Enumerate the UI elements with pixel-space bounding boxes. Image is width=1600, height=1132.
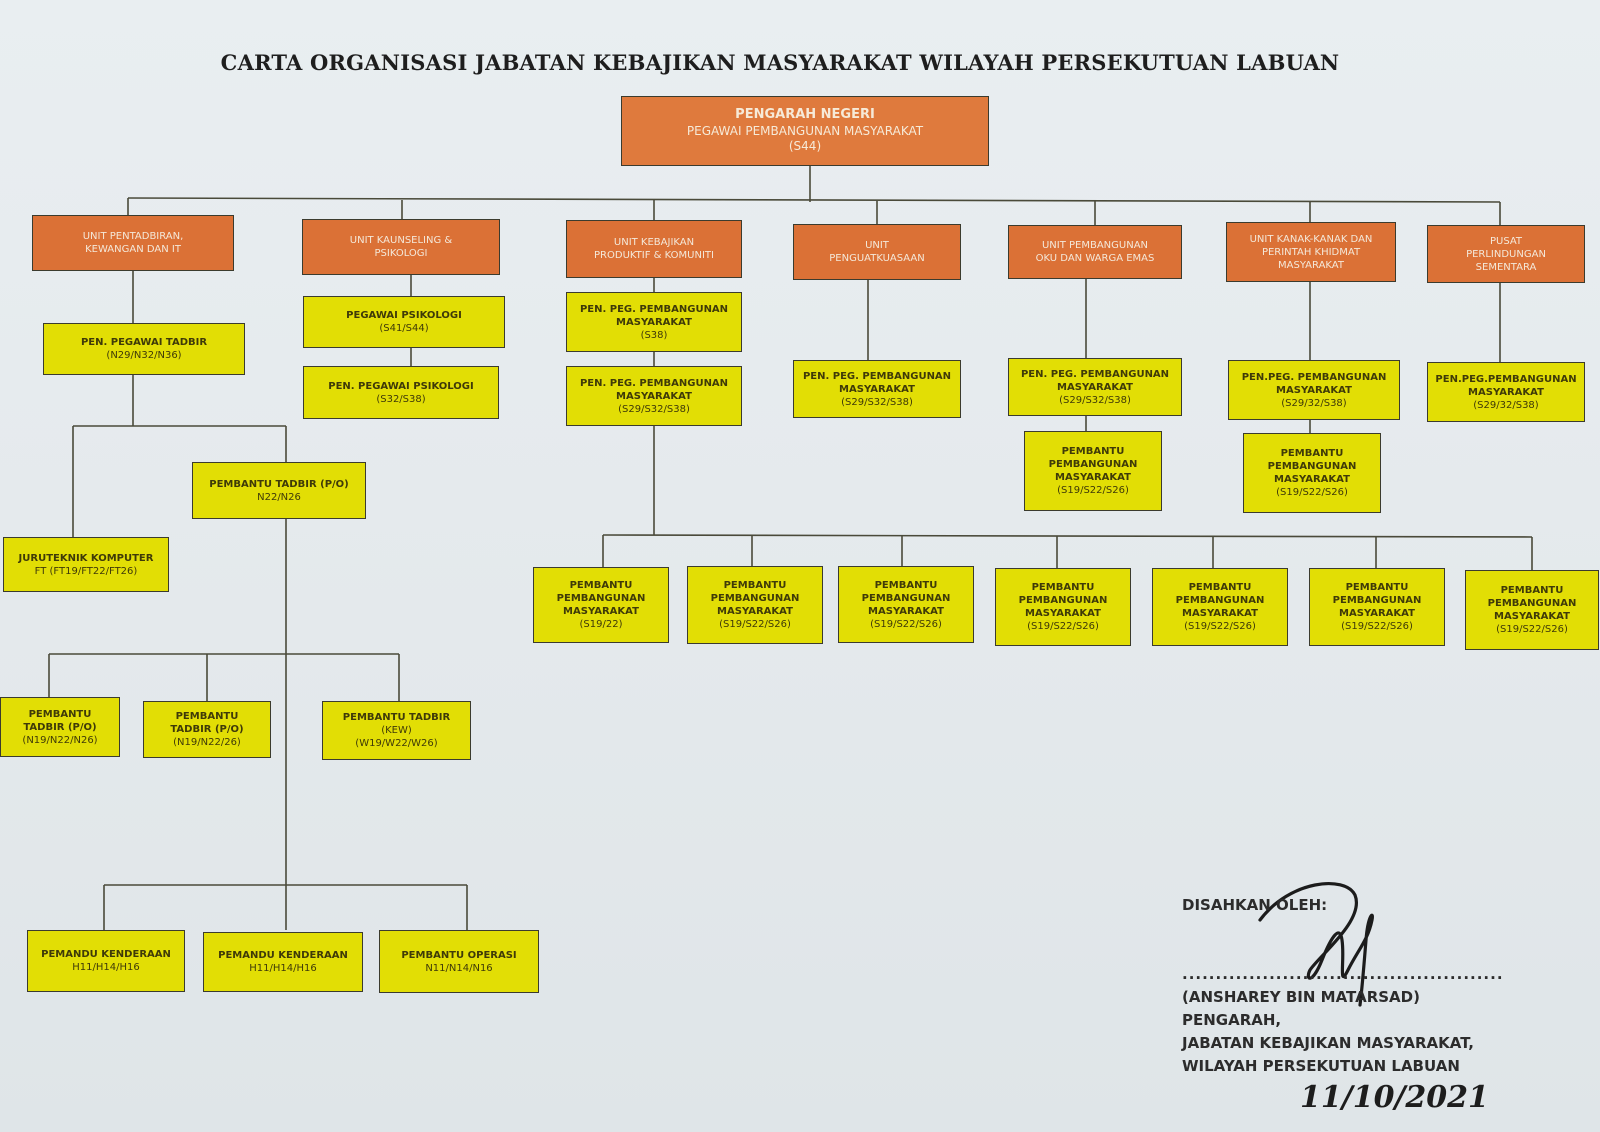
director-box-line-3: (S44) <box>788 139 822 154</box>
post-box-23-line-3: MASYARAKAT <box>1025 608 1101 619</box>
post-box-18-line-3: MASYARAKAT <box>1274 474 1350 485</box>
post-box-26-line-3: MASYARAKAT <box>1494 611 1570 622</box>
post-box-20 <box>533 567 669 643</box>
post-box-2-line-2: N22/N26 <box>257 491 301 503</box>
post-box-20-line-4: (S19/22) <box>579 619 623 630</box>
director-box <box>621 96 989 166</box>
post-box-7-line-2: H11/H14/H16 <box>72 962 140 973</box>
signature-date: 11/10/2021 <box>1300 1080 1489 1115</box>
post-box-1-line-2: (N29/N32/N36) <box>106 350 182 361</box>
post-box-5-line-3: (N19/N22/26) <box>173 737 241 748</box>
post-box-12-line-1: PEN. PEG. PEMBANGUNAN <box>579 303 729 315</box>
post-box-11-line-1: PEN. PEGAWAI PSIKOLOGI <box>328 380 474 392</box>
unit-box-7-line-1: PUSAT <box>1489 235 1523 247</box>
post-box-5 <box>143 701 271 758</box>
post-box-23-line-1: PEMBANTU <box>1031 582 1095 593</box>
post-box-18-line-1: PEMBANTU <box>1280 448 1344 459</box>
post-box-22 <box>838 566 974 643</box>
post-box-11 <box>303 366 499 419</box>
unit-box-2-line-2: PSIKOLOGI <box>374 248 428 259</box>
post-box-14-line-2: MASYARAKAT <box>839 383 915 395</box>
post-box-4-line-2: TADBIR (P/O) <box>23 721 97 733</box>
post-box-16-line-2: PEMBANGUNAN <box>1048 459 1138 470</box>
unit-box-5-line-1: UNIT PEMBANGUNAN <box>1041 240 1149 251</box>
post-box-5-line-2: TADBIR (P/O) <box>170 724 244 735</box>
post-box-22-line-1: PEMBANTU <box>874 579 938 591</box>
post-box-11-line-2: (S32/S38) <box>376 393 426 405</box>
post-box-16-line-3: MASYARAKAT <box>1055 472 1131 483</box>
post-box-21-line-3: MASYARAKAT <box>717 606 793 617</box>
post-box-5-line-1: PEMBANTU <box>175 711 239 722</box>
post-box-17 <box>1228 360 1400 420</box>
post-box-1 <box>43 323 245 375</box>
post-box-24-line-3: MASYARAKAT <box>1182 608 1258 619</box>
unit-box-7-line-3: SEMENTARA <box>1475 261 1537 273</box>
unit-box-4-line-2: PENGUATKUASAAN <box>829 253 925 264</box>
post-box-25-line-4: (S19/S22/S26) <box>1341 621 1413 632</box>
post-box-4-line-1: PEMBANTU <box>28 708 92 720</box>
post-box-26 <box>1465 570 1599 650</box>
post-box-19-line-3: (S29/32/S38) <box>1473 399 1539 411</box>
unit-box-6-line-3: MASYARAKAT <box>1278 259 1344 271</box>
post-box-10-line-2: (S41/S44) <box>379 323 429 334</box>
post-box-18 <box>1243 433 1381 513</box>
unit-box-6-line-1: UNIT KANAK-KANAK DAN <box>1249 233 1373 245</box>
post-box-26-line-4: (S19/S22/S26) <box>1496 624 1568 635</box>
post-box-24-line-2: PEMBANGUNAN <box>1175 595 1265 606</box>
unit-box-1 <box>32 215 234 271</box>
signatory-department: JABATAN KEBAJIKAN MASYARAKAT, <box>1182 1034 1474 1052</box>
signature-dots: ................................................ <box>1182 965 1504 983</box>
post-box-6 <box>322 701 471 760</box>
post-box-18-line-2: PEMBANGUNAN <box>1267 461 1357 472</box>
post-box-20-line-2: PEMBANGUNAN <box>556 593 646 604</box>
unit-box-1-line-1: UNIT PENTADBIRAN, <box>82 231 184 242</box>
unit-box-3-line-1: UNIT KEBAJIKAN <box>613 237 695 248</box>
post-box-16-line-1: PEMBANTU <box>1061 446 1125 457</box>
unit-box-5-line-2: OKU DAN WARGA EMAS <box>1035 253 1155 264</box>
post-box-22-line-2: PEMBANGUNAN <box>861 592 951 604</box>
post-box-23-line-2: PEMBANGUNAN <box>1018 595 1108 606</box>
post-box-9 <box>379 930 539 993</box>
connector-line <box>128 198 1500 202</box>
post-box-25 <box>1309 568 1445 646</box>
post-box-8 <box>203 932 363 992</box>
post-box-13-line-3: (S29/S32/S38) <box>618 403 690 415</box>
post-box-14-line-3: (S29/S32/S38) <box>841 396 913 408</box>
connector-line <box>603 535 1532 537</box>
director-box-line-1: PENGARAH NEGERI <box>735 106 875 122</box>
unit-box-2 <box>302 219 500 275</box>
unit-box-6-line-2: PERINTAH KHIDMAT <box>1261 246 1361 258</box>
post-box-19-line-1: PEN.PEG.PEMBANGUNAN <box>1435 373 1577 385</box>
post-box-23 <box>995 568 1131 646</box>
post-box-21-line-2: PEMBANGUNAN <box>710 593 800 604</box>
post-box-9-line-2: N11/N14/N16 <box>425 962 493 974</box>
post-box-25-line-1: PEMBANTU <box>1345 582 1409 593</box>
post-box-14 <box>793 360 961 418</box>
post-box-16-line-4: (S19/S22/S26) <box>1057 485 1129 496</box>
unit-box-7-line-2: PERLINDUNGAN <box>1466 248 1546 260</box>
unit-box-3-line-2: PRODUKTIF & KOMUNITI <box>594 250 714 261</box>
post-box-8-line-2: H11/H14/H16 <box>249 963 317 974</box>
post-box-17-line-1: PEN.PEG. PEMBANGUNAN <box>1241 371 1387 383</box>
post-box-21-line-4: (S19/S22/S26) <box>719 619 791 630</box>
post-box-2 <box>192 462 366 519</box>
post-box-15 <box>1008 358 1182 416</box>
post-box-18-line-4: (S19/S22/S26) <box>1276 487 1348 498</box>
post-box-13-line-2: MASYARAKAT <box>616 390 692 402</box>
unit-box-4-line-1: UNIT <box>865 240 889 251</box>
unit-box-3 <box>566 220 742 278</box>
post-box-26-line-1: PEMBANTU <box>1500 585 1564 596</box>
post-box-3 <box>3 537 169 592</box>
post-box-24 <box>1152 568 1288 646</box>
post-box-6-line-3: (W19/W22/W26) <box>355 738 438 749</box>
post-box-9-line-1: PEMBANTU OPERASI <box>401 949 517 961</box>
unit-box-1-line-2: KEWANGAN DAN IT <box>85 244 181 255</box>
post-box-22-line-3: MASYARAKAT <box>868 605 944 617</box>
post-box-16 <box>1024 431 1162 511</box>
signatory-name: (ANSHAREY BIN MATARSAD) <box>1182 988 1420 1006</box>
post-box-12-line-3: (S38) <box>640 329 668 341</box>
post-box-24-line-1: PEMBANTU <box>1188 582 1252 593</box>
signatory-position: PENGARAH, <box>1182 1011 1282 1029</box>
post-box-1-line-1: PEN. PEGAWAI TADBIR <box>80 337 208 348</box>
post-box-3-line-1: JURUTEKNIK KOMPUTER <box>18 552 154 564</box>
post-box-26-line-2: PEMBANGUNAN <box>1487 598 1577 609</box>
post-box-15-line-2: MASYARAKAT <box>1057 381 1133 393</box>
post-box-25-line-3: MASYARAKAT <box>1339 608 1415 619</box>
post-box-22-line-4: (S19/S22/S26) <box>870 618 942 630</box>
post-box-13 <box>566 366 742 426</box>
post-box-12 <box>566 292 742 352</box>
post-box-10 <box>303 296 505 348</box>
post-box-17-line-3: (S29/32/S38) <box>1281 397 1347 409</box>
post-box-14-line-1: PEN. PEG. PEMBANGUNAN <box>802 370 952 382</box>
unit-box-7 <box>1427 225 1585 283</box>
post-box-19 <box>1427 362 1585 422</box>
post-box-23-line-4: (S19/S22/S26) <box>1027 621 1099 632</box>
post-box-15-line-3: (S29/S32/S38) <box>1059 394 1131 406</box>
post-box-20-line-3: MASYARAKAT <box>563 606 639 617</box>
post-box-3-line-2: FT (FT19/FT22/FT26) <box>34 565 138 577</box>
unit-box-2-line-1: UNIT KAUNSELING & <box>349 235 453 246</box>
post-box-8-line-1: PEMANDU KENDERAAN <box>218 950 348 961</box>
post-box-6-line-2: (KEW) <box>381 725 412 736</box>
post-box-19-line-2: MASYARAKAT <box>1468 386 1544 398</box>
unit-box-6 <box>1226 222 1396 282</box>
director-box-line-2: PEGAWAI PEMBANGUNAN MASYARAKAT <box>686 123 924 138</box>
post-box-13-line-1: PEN. PEG. PEMBANGUNAN <box>579 377 729 389</box>
post-box-2-line-1: PEMBANTU TADBIR (P/O) <box>209 478 349 490</box>
post-box-10-line-1: PEGAWAI PSIKOLOGI <box>346 310 462 321</box>
post-box-20-line-1: PEMBANTU <box>569 580 633 591</box>
signatory-state: WILAYAH PERSEKUTUAN LABUAN <box>1182 1057 1460 1075</box>
post-box-6-line-1: PEMBANTU TADBIR <box>342 712 451 723</box>
post-box-15-line-1: PEN. PEG. PEMBANGUNAN <box>1020 368 1170 380</box>
post-box-7-line-1: PEMANDU KENDERAAN <box>41 949 171 960</box>
post-box-21-line-1: PEMBANTU <box>723 580 787 591</box>
post-box-12-line-2: MASYARAKAT <box>616 316 692 328</box>
post-box-4 <box>0 697 120 757</box>
post-box-21 <box>687 566 823 644</box>
unit-box-5 <box>1008 225 1182 279</box>
chart-title: CARTA ORGANISASI JABATAN KEBAJIKAN MASYARAKAT WILAYAH PERSEKUTUAN LABUAN <box>220 50 1340 75</box>
post-box-17-line-2: MASYARAKAT <box>1276 384 1352 396</box>
post-box-25-line-2: PEMBANGUNAN <box>1332 595 1422 606</box>
post-box-7 <box>27 930 185 992</box>
post-box-4-line-3: (N19/N22/N26) <box>22 734 98 746</box>
post-box-24-line-4: (S19/S22/S26) <box>1184 621 1256 632</box>
signature-label: DISAHKAN OLEH: <box>1182 896 1328 914</box>
signature-block <box>1182 894 1504 1078</box>
unit-box-4 <box>793 224 961 280</box>
